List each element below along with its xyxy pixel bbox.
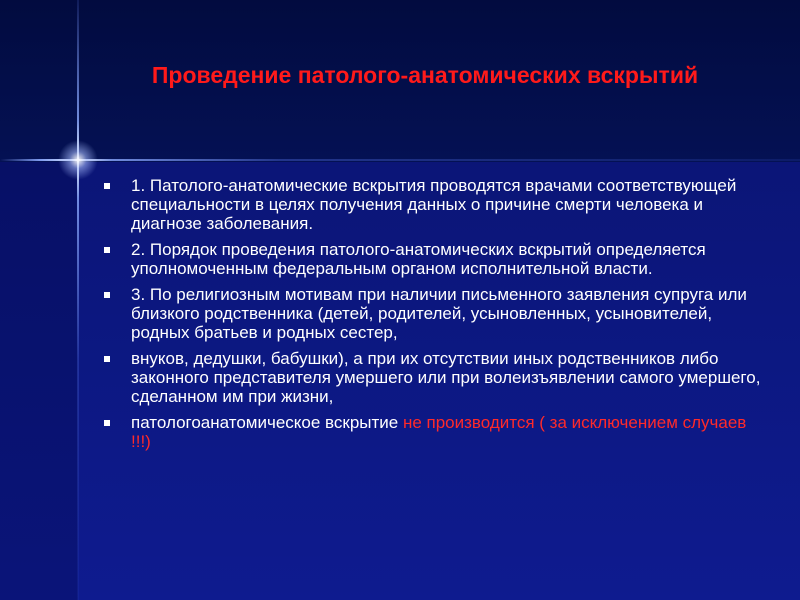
square-bullet-icon bbox=[104, 247, 110, 253]
slide-title: Проведение патолого-анатомических вскрытий bbox=[151, 62, 699, 88]
bullet-highlight-text: не производится ( за исключением случаев !!!) bbox=[131, 413, 747, 451]
square-bullet-icon bbox=[104, 292, 110, 298]
bullet-item-3 bbox=[104, 285, 764, 342]
vertical-flare-line bbox=[77, 0, 79, 600]
horizontal-flare-line bbox=[0, 159, 800, 161]
square-bullet-icon bbox=[104, 420, 110, 426]
star-flare-icon bbox=[58, 140, 98, 180]
left-strip bbox=[0, 162, 78, 600]
bullet-text: 2. Порядок проведения патолого-анатомических вскрытий определяется уполномоченным федеральным органом исполнительной власти. bbox=[131, 240, 706, 278]
bullet-item-4 bbox=[104, 349, 764, 406]
bullet-text: внуков, дедушки, бабушки), а при их отсутствии иных родственников либо законного представителя умершего или при волеизъявлении самого умершего, сделанном им при жизни, bbox=[131, 349, 761, 406]
square-bullet-icon bbox=[104, 356, 110, 362]
bullet-item-5 bbox=[104, 413, 764, 451]
bullet-text: 1. Патолого-анатомические вскрытия проводятся врачами соответствующей специальности в целях получения данных о причине смерти человека и диагнозе заболевания. bbox=[131, 176, 737, 233]
bullet-item-2 bbox=[104, 240, 764, 278]
square-bullet-icon bbox=[104, 183, 110, 189]
bullet-list bbox=[104, 176, 764, 458]
bullet-item-1 bbox=[104, 176, 764, 233]
bullet-text: 3. По религиозным мотивам при наличии письменного заявления супруга или близкого родственника (детей, родителей, усыновленных, усыновителей, родных братьев и родных сестер, bbox=[131, 285, 747, 342]
bullet-text: патологоанатомическое вскрытие bbox=[131, 413, 403, 432]
